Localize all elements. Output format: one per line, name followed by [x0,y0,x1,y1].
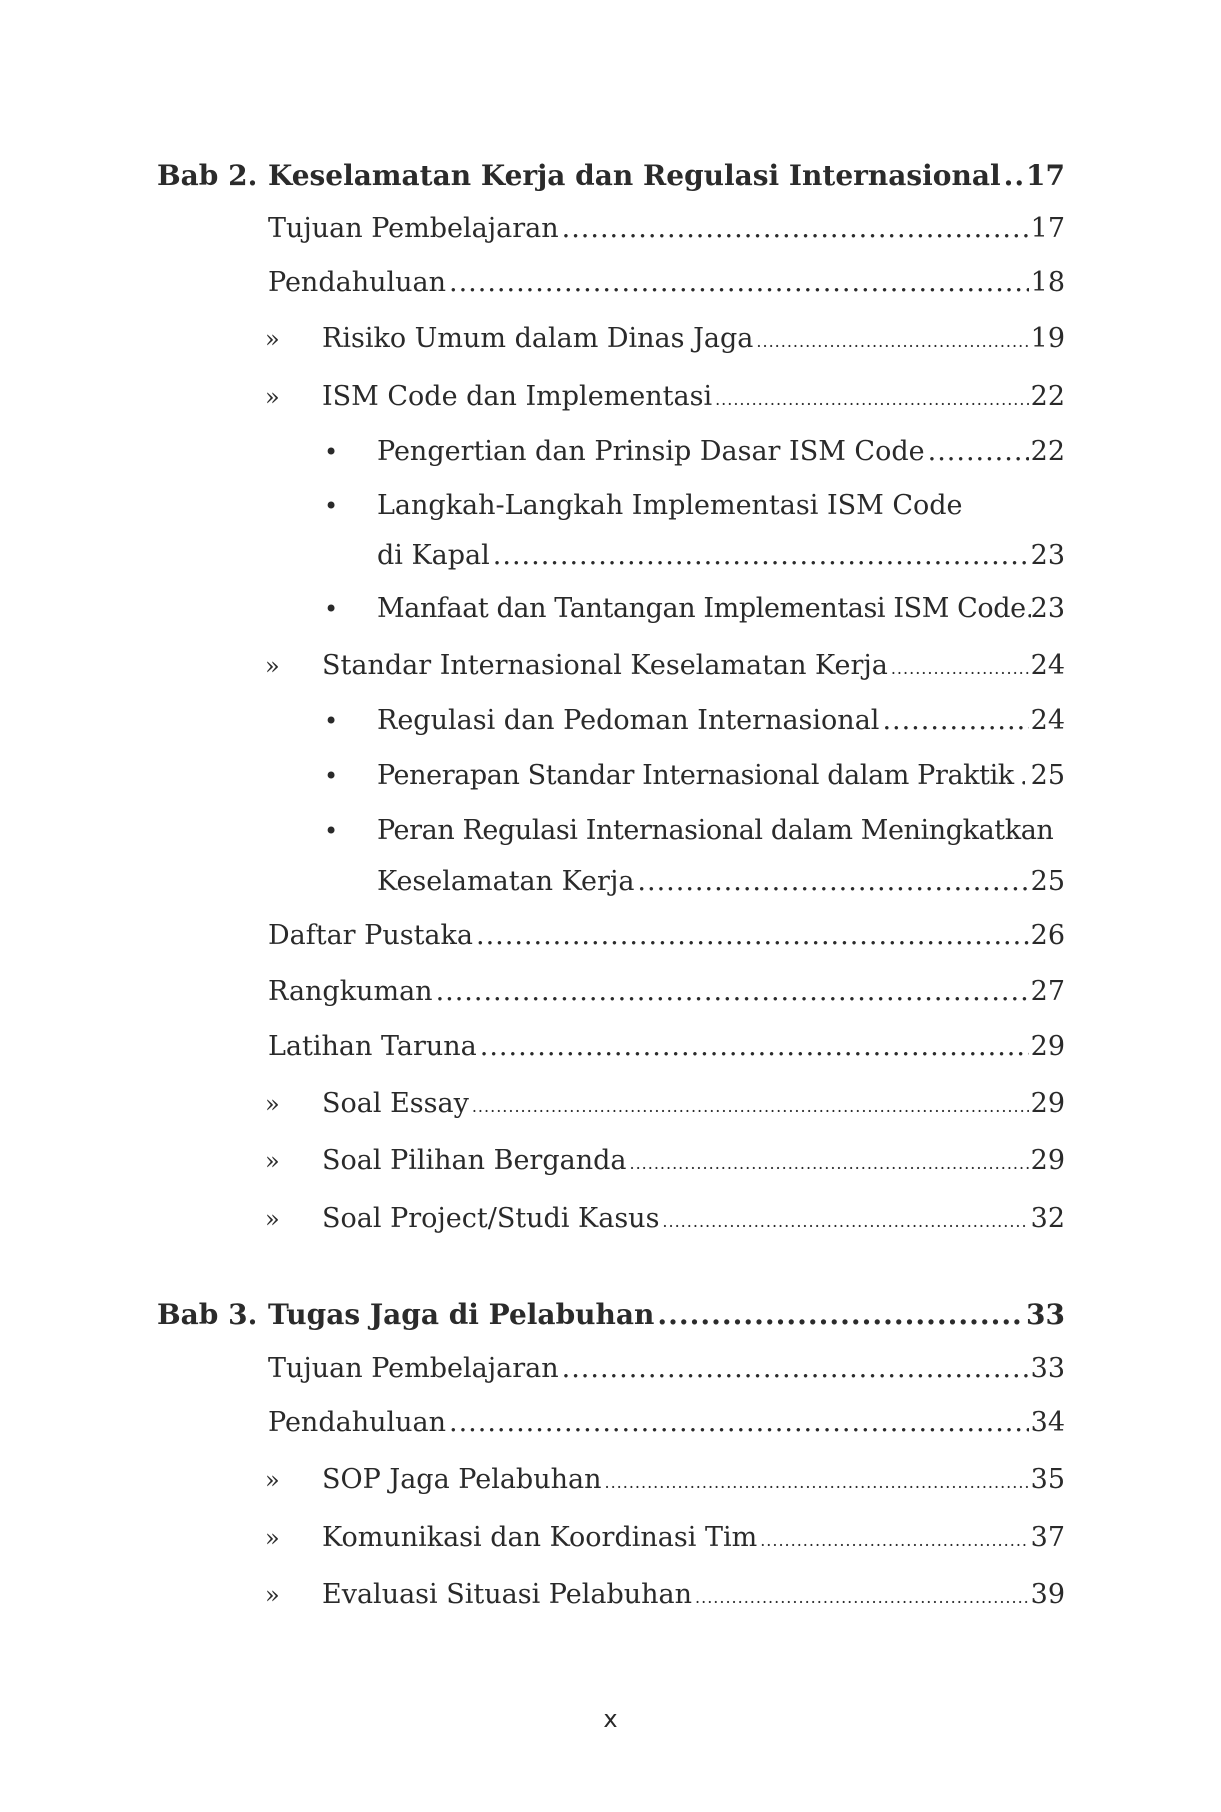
sub-marker: » [265,1581,280,1609]
entry-text-line1: Peran Regulasi Internasional dalam Meningkatkan [377,815,1054,846]
entry-text: Risiko Umum dalam Dinas Jaga [322,323,754,354]
toc-entry [322,1579,1065,1610]
leader-dots [436,976,1029,1007]
leader-dots [629,1154,1028,1173]
chapter-title-row [268,1298,1065,1331]
sub-marker: » [265,383,280,411]
entry-text: Soal Project/Studi Kasus [322,1203,660,1234]
page-number: 29 [1030,1031,1065,1062]
leader-dots [449,267,1029,298]
page-number: 19 [1030,323,1065,354]
entry-text-line1: Langkah-Langkah Implementasi ISM Code [377,490,963,521]
page-number: 25 [1030,866,1065,897]
bullet-marker: • [324,707,339,735]
page-number: 27 [1030,976,1065,1007]
page-number: 23 [1030,540,1065,571]
sub-marker: » [265,1147,280,1175]
page-number: 25 [1030,760,1065,791]
leader-dots [480,1031,1029,1062]
toc-entry [377,593,1065,624]
sub-marker: » [265,1466,280,1494]
page-number: 34 [1030,1407,1065,1438]
toc-entry [322,1522,1065,1553]
leader-dots [604,1473,1028,1492]
entry-text: Penerapan Standar Internasional dalam Praktik [377,760,1014,791]
leader-dots [1020,760,1025,791]
page-number: 32 [1030,1203,1065,1234]
sub-marker: » [265,1090,280,1118]
toc-entry [322,650,1065,681]
bullet-marker: • [324,492,339,520]
entry-text: ISM Code dan Implementasi [322,381,713,412]
sub-marker: » [265,1524,280,1552]
page-number: 35 [1030,1464,1065,1495]
chapter-label: Bab 3. [157,1298,258,1331]
entry-text: di Kapal [377,540,490,571]
bullet-marker: • [324,762,339,790]
leader-dots [928,436,1029,467]
bullet-marker: • [324,817,339,845]
page-number: 22 [1030,381,1065,412]
page-number: 33 [1026,1298,1065,1331]
leader-dots [1004,159,1024,192]
entry-text: SOP Jaga Pelabuhan [322,1464,602,1495]
toc-entry [268,213,1065,244]
leader-dots [760,1531,1028,1550]
toc-entry [377,705,1065,736]
page-number: 23 [1030,593,1065,624]
leader-dots [756,332,1028,351]
toc-entry [268,1031,1065,1062]
leader-dots [891,659,1029,678]
toc-entry [377,436,1065,467]
toc-entry [322,1145,1065,1176]
page-number: 17 [1030,213,1065,244]
chapter-label: Bab 2. [157,159,258,192]
sub-marker: » [265,1205,280,1233]
sub-marker: » [265,652,280,680]
toc-entry [322,1203,1065,1234]
bullet-marker: • [324,438,339,466]
page-number: 29 [1030,1145,1065,1176]
sub-marker: » [265,325,280,353]
entry-text: Evaluasi Situasi Pelabuhan [322,1579,693,1610]
leader-dots [476,920,1029,951]
entry-text: Soal Essay [322,1088,469,1119]
toc-entry [268,1353,1065,1384]
toc-entry [377,866,1065,897]
entry-text: Komunikasi dan Koordinasi Tim [322,1522,758,1553]
leader-dots [493,540,1029,571]
entry-text: Rangkuman [268,976,433,1007]
toc-entry [377,760,1065,791]
entry-text: Latihan Taruna [268,1031,477,1062]
page-number: 39 [1030,1579,1065,1610]
page-number: 26 [1030,920,1065,951]
leader-dots [472,1097,1029,1116]
entry-text: Standar Internasional Keselamatan Kerja [322,650,888,681]
leader-dots [449,1407,1029,1438]
page-number: 18 [1030,267,1065,298]
page-number: 22 [1030,436,1065,467]
page-number: 37 [1030,1522,1065,1553]
toc-entry [322,381,1065,412]
entry-text: Manfaat dan Tantangan Implementasi ISM Code [377,593,1026,624]
chapter-title-row [268,159,1065,192]
entry-text: Pengertian dan Prinsip Dasar ISM Code [377,436,925,467]
entry-text: Regulasi dan Pedoman Internasional [377,705,880,736]
entry-text: Keselamatan Kerja [377,866,635,897]
toc-entry [268,920,1065,951]
leader-dots [695,1588,1029,1607]
page-folio: x [603,1705,618,1733]
page-number: 33 [1030,1353,1065,1384]
toc-entry [322,1088,1065,1119]
page-number: 24 [1030,705,1065,736]
chapter-title: Keselamatan Kerja dan Regulasi Internasional [268,159,1001,192]
entry-text: Pendahuluan [268,1407,446,1438]
leader-dots [657,1298,1024,1331]
leader-dots [637,866,1028,897]
toc-entry [322,323,1065,354]
toc-entry [268,976,1065,1007]
toc-entry [377,540,1065,571]
page-number: 17 [1026,159,1065,192]
leader-dots [662,1212,1028,1231]
leader-dots [562,1353,1029,1384]
leader-dots [562,213,1029,244]
page-number: 29 [1030,1088,1065,1119]
entry-text: Tujuan Pembelajaran [268,213,559,244]
page-number: 24 [1030,650,1065,681]
leader-dots [715,390,1029,409]
leader-dots [882,705,1028,736]
entry-text: Pendahuluan [268,267,446,298]
entry-text: Soal Pilihan Berganda [322,1145,627,1176]
toc-entry [268,1407,1065,1438]
toc-entry [322,1464,1065,1495]
entry-text: Tujuan Pembelajaran [268,1353,559,1384]
entry-text: Daftar Pustaka [268,920,473,951]
toc-entry [268,267,1065,298]
bullet-marker: • [324,595,339,623]
chapter-title: Tugas Jaga di Pelabuhan [268,1298,655,1331]
